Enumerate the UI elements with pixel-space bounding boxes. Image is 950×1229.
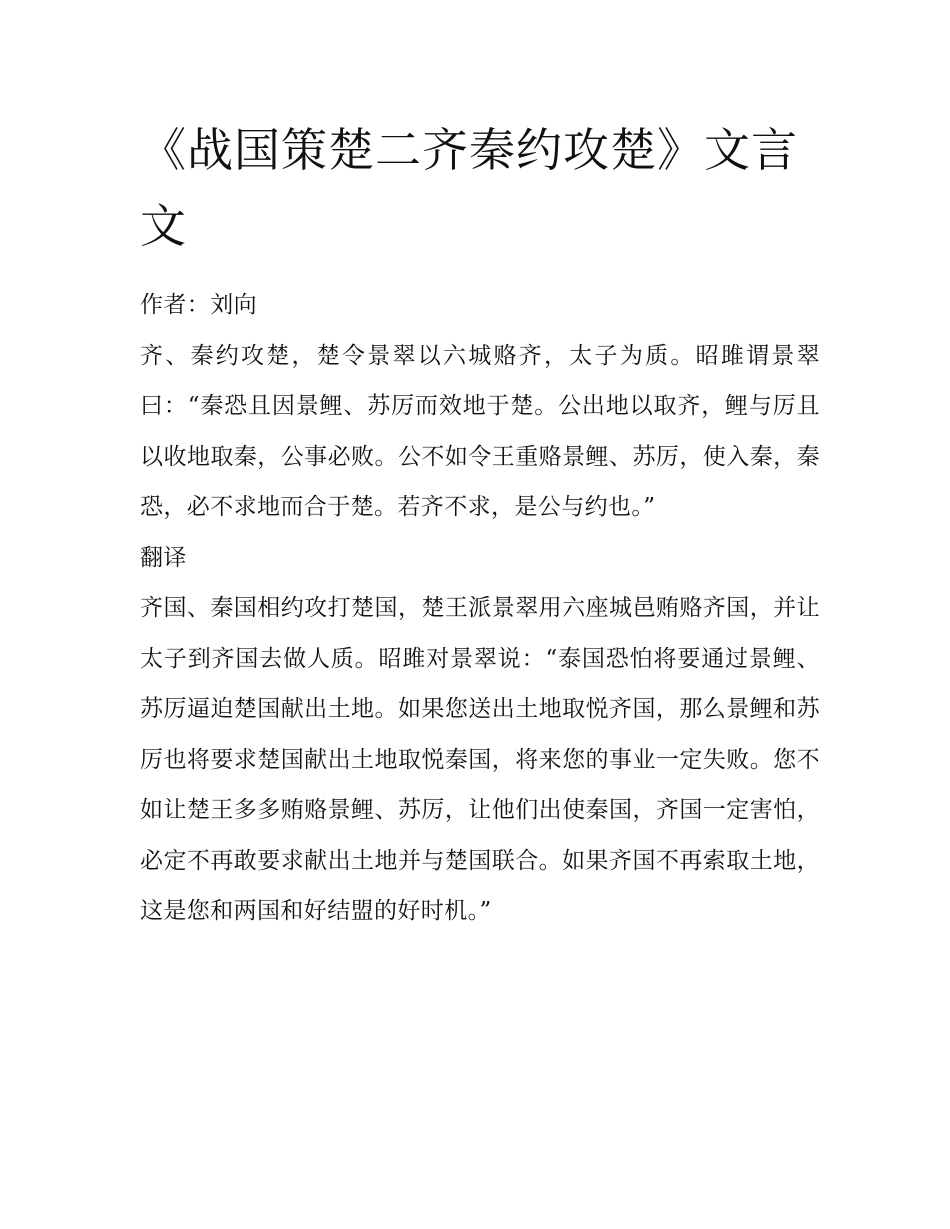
document-body	[140, 280, 820, 937]
original-text-paragraph: 齐、秦约攻楚，楚令景翠以六城赂齐，太子为质。昭雎谓景翠曰：“秦恐且因景鲤、苏厉而效地于楚。公出地以取齐，鲤与厉且以收地取秦，公事必败。公不如令王重赂景鲤、苏厉，使入秦，秦恐，必不求地而合于楚。若齐不求，是公与约也。”	[140, 342, 820, 520]
translation-paragraph: 齐国、秦国相约攻打楚国，楚王派景翠用六座城邑贿赂齐国，并让太子到齐国去做人质。昭雎对景翠说：“泰国恐怕将要通过景鲤、苏厉逼迫楚国献出土地。如果您送出土地取悦齐国，那么景鲤和苏厉也将要求楚国献出土地取悦秦国，将来您的事业一定失败。您不如让楚王多多贿赂景鲤、苏厉，让他们出使秦国，齐国一定害怕，必定不再敢要求献出土地并与楚国联合。如果齐国不再索取土地，这是您和两国和好结盟的好时机。”	[140, 595, 820, 924]
author-line: 作者：刘向	[140, 292, 257, 318]
translation-heading: 翻译	[140, 544, 187, 571]
document-title: 《战国策楚二齐秦约攻楚》文言文	[140, 123, 798, 253]
